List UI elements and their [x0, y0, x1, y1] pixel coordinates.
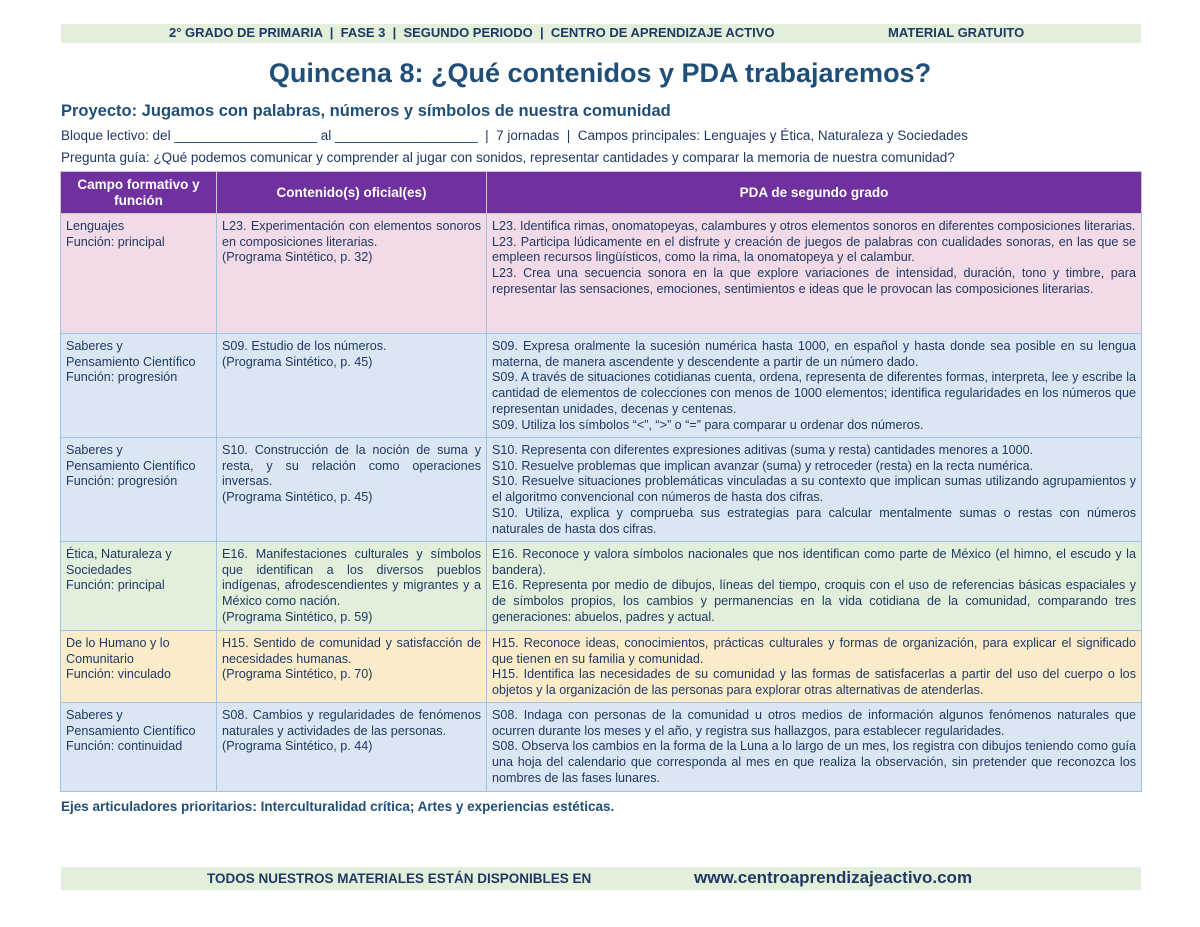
table-row [61, 703, 1142, 792]
contenido-cell [217, 438, 487, 542]
pda-cell-line: S09. Utiliza los símbolos “<”, “>” o “=” para comparar u ordenar dos números. [492, 417, 924, 432]
contenido-cell-line: E16. Manifestaciones culturales y símbolos que identifican a los diversos pueblos indígenas, afrodescendientes y migrantes y a México como nación. [222, 547, 481, 609]
header-bar [61, 24, 1141, 43]
contenido-cell-line: (Programa Sintético, p. 32) [222, 250, 373, 265]
contenido-cell-line: (Programa Sintético, p. 45) [222, 490, 373, 505]
campo-cell [61, 542, 217, 631]
campo-cell-line: Función: progresión [66, 474, 178, 489]
table-row [61, 214, 1142, 334]
contenido-cell-line: S10. Construcción de la noción de suma y resta, y su relación como operaciones inversas. [222, 443, 481, 489]
footer-bar [61, 867, 1141, 890]
pregunta-guia: Pregunta guía: ¿Qué podemos comunicar y comprender al jugar con sonidos, representar cantidades y comparar la memoria de nuestra comunidad? [61, 150, 955, 165]
pda-cell-line: L23. Crea una secuencia sonora en la que explore variaciones de intensidad, duración, tono y timbre, para representar las sensaciones, emociones, sentimientos e ideas que le provocan las composiciones literarias. [492, 266, 1136, 296]
pda-cell-line: E16. Reconoce y valora símbolos nacionales que nos identifican como parte de México (el himno, el escudo y la bandera). [492, 547, 1136, 577]
table-row [61, 542, 1142, 631]
contenido-cell [217, 214, 487, 334]
table-row [61, 334, 1142, 438]
contenido-cell-line: (Programa Sintético, p. 59) [222, 609, 373, 624]
footer-text: TODOS NUESTROS MATERIALES ESTÁN DISPONIBLES EN [207, 871, 592, 886]
pda-cell-line: L23. Participa lúdicamente en el disfrute y creación de juegos de palabras con cualidades sonoras, en las que se empleen recursos lingüísticos, como la rima, la onomatopeya y el calambur. [492, 234, 1136, 265]
pda-cell [487, 703, 1142, 792]
table-row [61, 631, 1142, 703]
contenido-cell [217, 334, 487, 438]
contenido-cell [217, 703, 487, 792]
pda-cell-line: S09. Expresa oralmente la sucesión numérica hasta 1000, en español y hasta donde sea posible en su lengua materna, de manera ascendente y descendente a partir de un número dado. [492, 339, 1136, 369]
contenido-cell-line: (Programa Sintético, p. 44) [222, 739, 373, 754]
campo-cell [61, 631, 217, 703]
table-row [61, 438, 1142, 542]
campo-cell-line: Saberes y [66, 339, 123, 353]
pda-cell-line: S09. A través de situaciones cotidianas cuenta, ordena, representa de diferentes formas, interpreta, lee y escribe la cantidad de elementos de colecciones con menos de 1000 elementos; identifica regularidades en los números que representan unidades, decenas y centenas. [492, 370, 1136, 416]
pda-cell-line: S10. Resuelve problemas que implican avanzar (suma) y retroceder (resta) en la recta numérica. [492, 458, 1034, 473]
project-name: Proyecto: Jugamos con palabras, números y símbolos de nuestra comunidad [61, 102, 671, 120]
header-info: 2° GRADO DE PRIMARIA | FASE 3 | SEGUNDO PERIODO | CENTRO DE APRENDIZAJE ACTIVO [169, 25, 775, 40]
contents-table [60, 171, 1142, 792]
pda-cell-line: E16. Representa por medio de dibujos, líneas del tiempo, croquis con el uso de referencias básicas espaciales y de símbolos propios, los cambios y permanencias en la vida cotidiana de la comunidad, comparando tres generaciones: abuelos, padres y actual. [492, 578, 1136, 624]
header-free-material: MATERIAL GRATUITO [888, 25, 1025, 40]
campo-cell-line: Función: principal [66, 234, 165, 249]
campo-cell-line: Sociedades [66, 562, 132, 577]
campo-cell-line: Función: vinculado [66, 667, 172, 682]
campo-cell [61, 334, 217, 438]
campo-cell-line: Lenguajes [66, 219, 125, 233]
header-pda: PDA de segundo grado [487, 172, 1142, 214]
pda-cell-line: S08. Indaga con personas de la comunidad u otros medios de información algunos fenómenos naturales que ocurren durante los meses y el año, y registra sus hallazgos, para establecer regularidades. [492, 708, 1136, 738]
pda-cell [487, 214, 1142, 334]
contenido-cell-line: S08. Cambios y regularidades de fenómenos naturales y actividades de las personas. [222, 708, 481, 738]
page-title: Quincena 8: ¿Qué contenidos y PDA trabajaremos? [268, 58, 932, 88]
campo-cell-line: Función: continuidad [66, 739, 183, 754]
pda-cell-line: H15. Reconoce ideas, conocimientos, prácticas culturales y formas de organización, para explicar el significado que tienen en su familia y comunidad. [492, 636, 1136, 666]
pda-cell-line: S10. Utiliza, explica y comprueba sus estrategias para calcular mentalmente sumas o restas con números naturales de hasta dos cifras. [492, 505, 1136, 536]
campo-cell [61, 214, 217, 334]
contenido-cell [217, 542, 487, 631]
header-contenido: Contenido(s) oficial(es) [217, 172, 487, 214]
campo-cell [61, 438, 217, 542]
campo-cell-line: Función: principal [66, 578, 165, 593]
campo-cell-line: De lo Humano y lo [66, 636, 170, 650]
pda-cell [487, 334, 1142, 438]
contenido-cell-line: S09. Estudio de los números. [222, 339, 387, 353]
campo-cell-line: Función: progresión [66, 370, 178, 385]
ejes-articuladores: Ejes articuladores prioritarios: Interculturalidad crítica; Artes y experiencias estéticas. [61, 799, 615, 814]
pda-cell [487, 631, 1142, 703]
campo-cell-line: Pensamiento Científico [66, 723, 196, 738]
pda-cell-line: L23. Identifica rimas, onomatopeyas, calambures y otros elementos sonoros en diferentes composiciones literarias. [492, 219, 1136, 233]
contenido-cell-line: H15. Sentido de comunidad y satisfacción de necesidades humanas. [222, 636, 481, 666]
campo-cell-line: Saberes y [66, 443, 123, 457]
pda-cell-line: S10. Resuelve situaciones problemáticas vinculadas a su contexto que implican sumas utilizando agrupamientos y el algoritmo convencional con números de hasta dos cifras. [492, 474, 1136, 505]
header-campo: Campo formativo y función [61, 172, 217, 214]
table-header-row [61, 172, 1142, 214]
campo-cell-line: Pensamiento Científico [66, 458, 196, 473]
footer-url[interactable]: www.centroaprendizajeactivo.com [694, 868, 973, 887]
bloque-lectivo: Bloque lectivo: del ___________________ al ___________________ | 7 jornadas | Campos principales: Lenguajes y Ética, Naturaleza y Sociedades [61, 128, 968, 143]
pda-cell-line: S10. Representa con diferentes expresiones aditivas (suma y resta) cantidades menores a 1000. [492, 443, 1034, 457]
campo-cell-line: Comunitario [66, 651, 134, 666]
pda-cell-line: S08. Observa los cambios en la forma de la Luna a lo largo de un mes, los registra con dibujos teniendo como guía una hoja del calendario que corresponda al mes en que realiza la observación, sin pretender que reconozca los nombres de las fases lunares. [492, 739, 1136, 785]
pda-cell-line: H15. Identifica las necesidades de su comunidad y las formas de satisfacerlas a partir del uso del cuerpo o los objetos y la organización de las personas para explorar otras alternativas de atenderlas. [492, 667, 1136, 698]
campo-cell [61, 703, 217, 792]
pda-cell [487, 438, 1142, 542]
contenido-cell-line: L23. Experimentación con elementos sonoros en composiciones literarias. [222, 219, 481, 249]
campo-cell-line: Ética, Naturaleza y [66, 547, 172, 561]
contenido-cell-line: (Programa Sintético, p. 45) [222, 354, 373, 369]
pda-cell [487, 542, 1142, 631]
campo-cell-line: Pensamiento Científico [66, 354, 196, 369]
contenido-cell-line: (Programa Sintético, p. 70) [222, 667, 373, 682]
contenido-cell [217, 631, 487, 703]
campo-cell-line: Saberes y [66, 708, 123, 722]
